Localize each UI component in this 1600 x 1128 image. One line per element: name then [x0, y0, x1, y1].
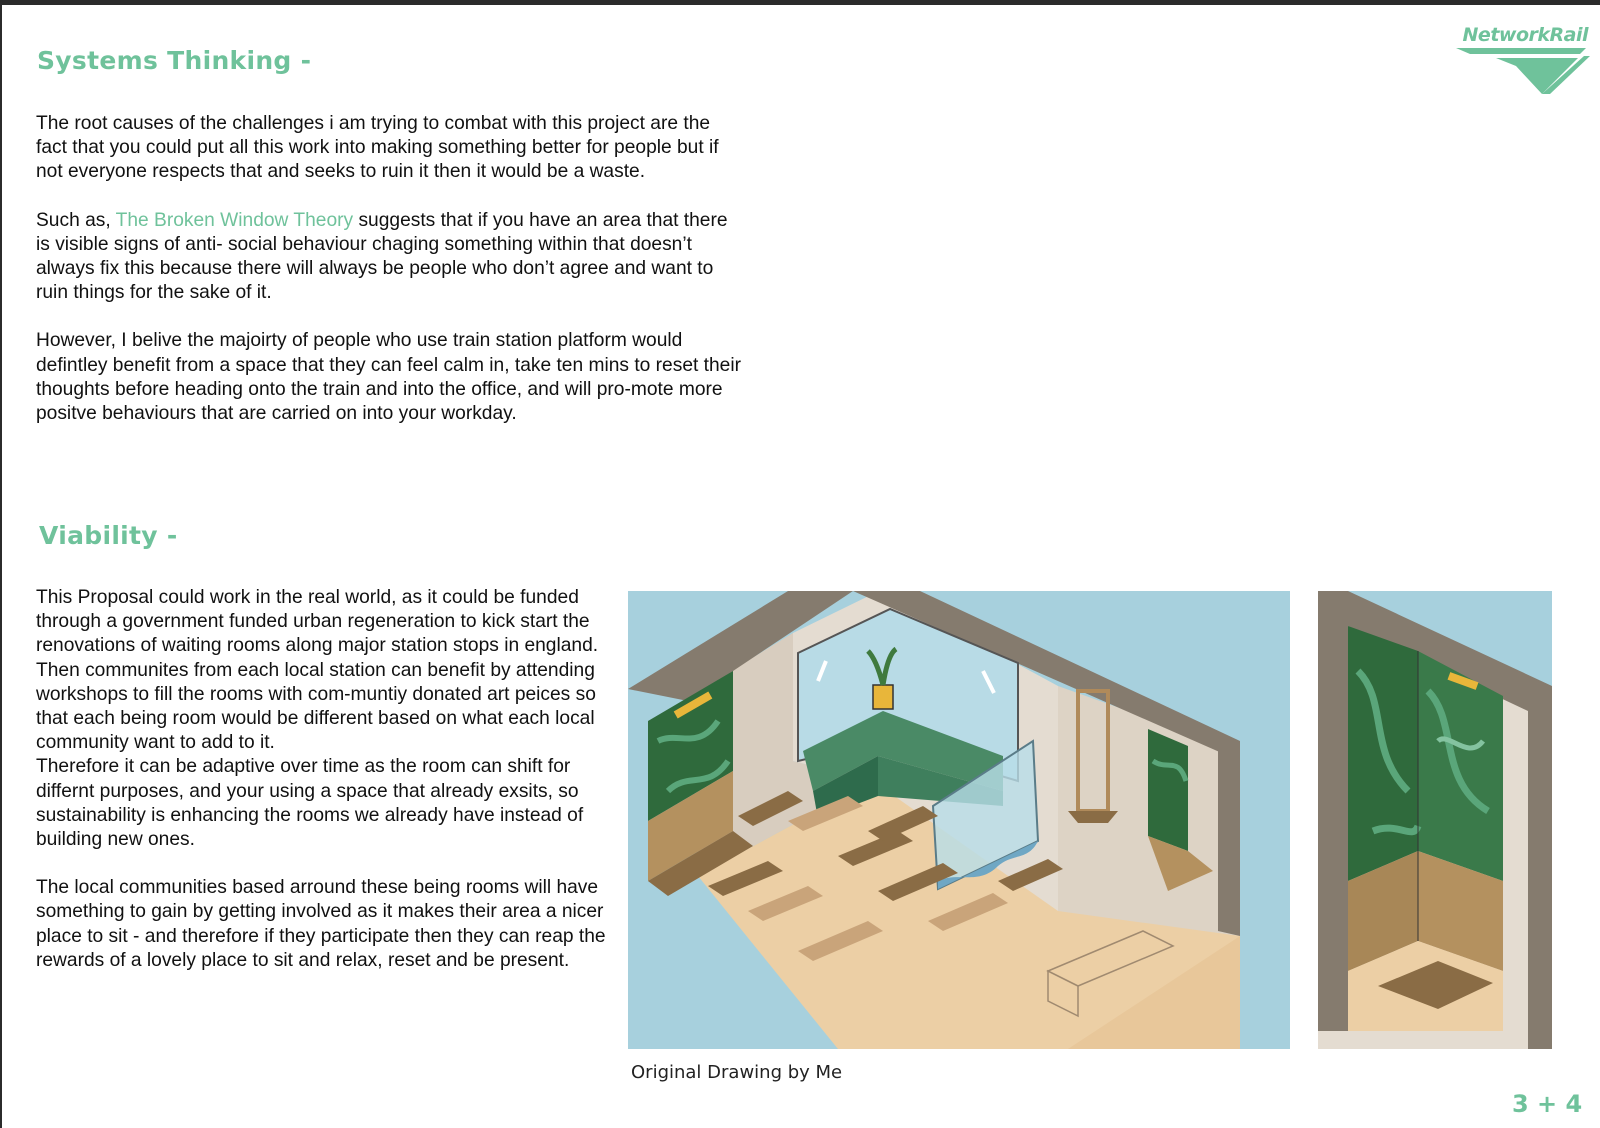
systems-paragraph-3: However, I belive the majoirty of people who use train station platform would defintley benefit from a space that they can feel calm in, take ten mins to reset their thoughts before heading onto the train and into the office, and will pro-mote more positve behaviours that are carried on into your workday.: [36, 330, 741, 425]
page-number: 3 + 4: [1512, 1090, 1583, 1118]
viability-paragraph-1: This Proposal could work in the real world, as it could be funded through a government funded urban regeneration to kick start the renovations of waiting rooms along major station stops in england. Then communites from each local station can benefit by attending workshops to fill the rooms with com-muntiy donated art peices so that each being room would be different based on what each local community want to add to it.: [36, 587, 599, 754]
systems-p2-rest: suggests that if you have an area that there is visible signs of anti- social behaviour chaging something within that doesn’t always fix this because there will always be people who don’t agree and want to ruin things for the sake of it.: [36, 209, 728, 304]
broken-window-theory-link[interactable]: The Broken Window Theory: [115, 209, 354, 231]
systems-p2-prefix: Such as,: [36, 209, 116, 231]
left-border: [0, 0, 2, 1128]
top-border: [0, 0, 1600, 5]
drawing-caption: Original Drawing by Me: [631, 1062, 843, 1083]
logo-text: NetworkRail: [1462, 24, 1588, 46]
viability-body: [36, 586, 608, 997]
viability-paragraph-2: Therefore it can be adaptive over time as the room can shift for differnt purposes, and your using a space that already exsits, so sustainability is enhancing the rooms we already have instead of building new ones.: [36, 756, 584, 851]
corner-detail-drawing: [1318, 591, 1552, 1049]
network-rail-logo: [1456, 20, 1596, 80]
systems-thinking-heading: Systems Thinking -: [37, 46, 312, 75]
systems-paragraph-1: The root causes of the challenges i am trying to combat with this project are the fact that you could put all this work into making something better for people but if not everyone respects that and seeks to ruin it then it would be a waste.: [36, 113, 719, 183]
logo-arrow-icon: [1456, 46, 1596, 96]
room-isometric-drawing: [628, 591, 1290, 1049]
viability-paragraph-3: The local communities based arround these being rooms will have something to gain by getting involved as it makes their area a nicer place to sit - and therefore if they participate then they can reap the rewards of a lovely place to sit and relax, reset and be present.: [36, 877, 606, 971]
viability-heading: Viability -: [39, 521, 178, 550]
systems-paragraph-2: [36, 209, 746, 306]
systems-thinking-body: [36, 112, 746, 450]
